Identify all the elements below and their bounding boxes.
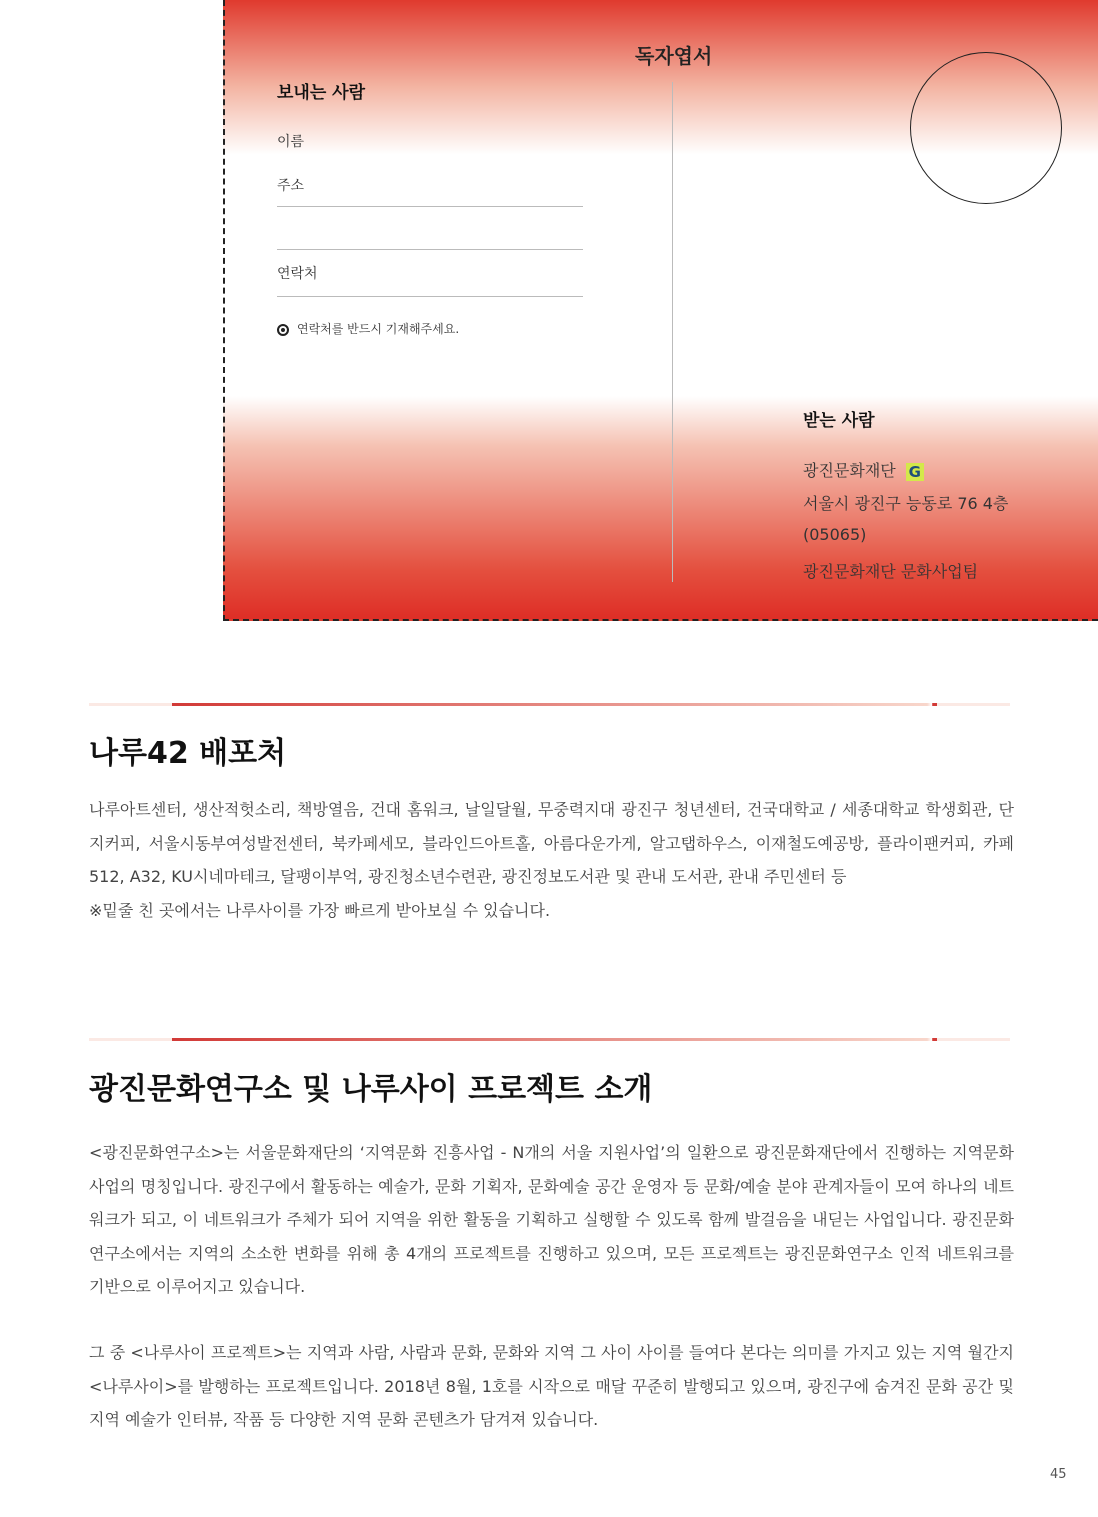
sender-heading: 보내는 사람 (277, 83, 366, 103)
contact-note-text: 연락처를 반드시 기재해주세요. (297, 322, 460, 336)
page-number: 45 (1050, 1467, 1067, 1482)
intro-heading: 광진문화연구소 및 나루사이 프로젝트 소개 (89, 1072, 653, 1107)
name-label: 이름 (277, 134, 305, 150)
address-line-1 (277, 206, 583, 207)
recipient-team: 광진문화재단 문화사업팀 (803, 562, 979, 581)
distribution-places: 나루아트센터, 생산적헛소리, 책방열음, 건대 홈워크, 날일달월, 무중력지대 광진구 청년센터, 건국대학교 / 세종대학교 학생회관, 단지커피, 서울시동부여성발전센터, 북카페세모, 블라인드아트홀, 아름다운가게, 알고탭하우스, 이재철도예공방, 플라이팬커피, 카페 512, A32, KU시네마테크, 달팽이부억, 광진청소년수련관, 광진정보도서관 및 관내 도서관, 관내 주민센터 등 (89, 800, 1014, 886)
address-line-2 (277, 249, 583, 250)
recipient-org-text: 광진문화재단 (803, 461, 896, 480)
recipient-heading: 받는 사람 (803, 411, 875, 431)
reader-postcard (223, 0, 1098, 621)
section-divider (89, 1038, 1010, 1041)
section-divider (89, 703, 1010, 706)
contact-note (277, 320, 459, 337)
contact-label: 연락처 (277, 266, 318, 282)
intro-paragraph-2: 그 중 <나루사이 프로젝트>는 지역과 사람, 사람과 문화, 문화와 지역 그 사이 사이를 들여다 본다는 의미를 가지고 있는 지역 월간지 <나루사이>를 발행하는 프로젝트입니다. 2018년 8월, 1호를 시작으로 매달 꾸준히 발행되고 있으며, 광진구에 숨겨진 문화 공간 및 지역 예술가 인터뷰, 작품 등 다양한 지역 문화 콘텐츠가 담겨져 있습니다. (89, 1343, 1014, 1429)
target-icon (277, 324, 289, 336)
address-label: 주소 (277, 178, 305, 194)
distribution-note: ※밑줄 친 곳에서는 나루사이를 가장 빠르게 받아보실 수 있습니다. (89, 900, 551, 920)
recipient-postcode: (05065) (803, 525, 867, 544)
intro-paragraph-1: <광진문화연구소>는 서울문화재단의 ‘지역문화 진흥사업 - N개의 서울 지원사업’의 일환으로 광진문화재단에서 진행하는 지역문화 사업의 명칭입니다. 광진구에서 활동하는 예술가, 문화 기획자, 문화예술 공간 운영자 등 문화/예술 분야 관계자들이 모여 하나의 네트워크가 되고, 이 네트워크가 주체가 되어 지역을 위한 활동을 기획하고 실행할 수 있도록 함께 발걸음을 내딛는 사업입니다. 광진문화연구소에서는 지역의 소소한 변화를 위해 총 4개의 프로젝트를 진행하고 있으며, 모든 프로젝트는 광진문화연구소 인적 네트워크를 기반으로 이루어지고 있습니다. (89, 1143, 1014, 1296)
distribution-heading: 나루42 배포처 (89, 736, 287, 771)
foundation-logo-icon: G (906, 463, 924, 481)
recipient-org (803, 458, 924, 481)
postcard-title: 독자엽서 (635, 44, 713, 68)
distribution-list (89, 793, 1014, 927)
recipient-address: 서울시 광진구 능동로 76 4층 (803, 494, 1009, 513)
divider-line (672, 82, 673, 582)
contact-line (277, 296, 583, 297)
stamp-circle (910, 52, 1062, 204)
